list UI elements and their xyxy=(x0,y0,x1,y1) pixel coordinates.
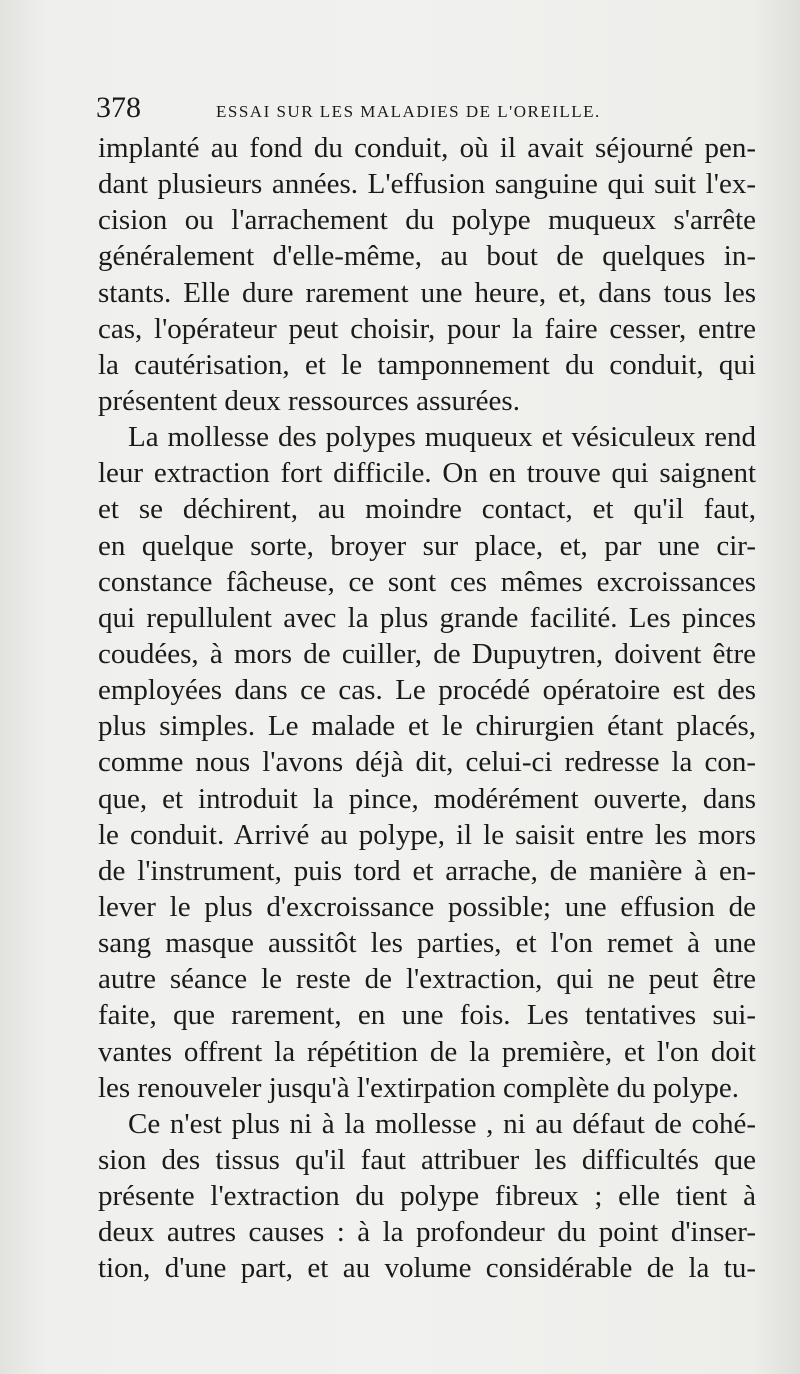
text-line: tion, d'une part, et au volume considérable de la tu- xyxy=(98,1252,756,1285)
text-line: de l'instrument, puis tord et arrache, de manière à en- xyxy=(98,854,756,887)
text-line: employées dans ce cas. Le procédé opératoire est des xyxy=(98,674,756,707)
text-line: qui repullulent avec la plus grande facilité. Les pinces xyxy=(98,601,756,634)
text-line: cision ou l'arrachement du polype muqueux s'arrête xyxy=(98,204,756,237)
text-line: sion des tissus qu'il faut attribuer les difficultés que xyxy=(98,1143,756,1176)
text-line: faite, que rarement, en une fois. Les tentatives sui- xyxy=(98,999,756,1032)
text-line: en quelque sorte, broyer sur place, et, par une cir- xyxy=(98,529,756,562)
body-text xyxy=(98,130,756,1287)
text-line: présente l'extraction du polype fibreux ; elle tient à xyxy=(98,1180,756,1213)
text-line: cas, l'opérateur peut choisir, pour la faire cesser, entre xyxy=(98,312,756,345)
text-line: que, et introduit la pince, modérément ouverte, dans xyxy=(98,782,756,815)
page-number: 378 xyxy=(96,91,141,124)
text-line: dant plusieurs années. L'effusion sanguine qui suit l'ex- xyxy=(98,168,756,201)
text-line: constance fâcheuse, ce sont ces mêmes excroissances xyxy=(98,565,756,598)
text-line: la cautérisation, et le tamponnement du conduit, qui xyxy=(98,348,756,381)
text-line: présentent deux ressources assurées. xyxy=(98,384,520,417)
text-line: leur extraction fort difficile. On en trouve qui saignent xyxy=(98,457,756,490)
text-line: plus simples. Le malade et le chirurgien étant placés, xyxy=(98,710,756,743)
text-line: le conduit. Arrivé au polype, il le saisit entre les mors xyxy=(98,818,756,851)
page-header xyxy=(96,88,756,128)
text-line: sang masque aussitôt les parties, et l'on remet à une xyxy=(98,927,756,960)
text-line: vantes offrent la répétition de la première, et l'on doit xyxy=(98,1035,756,1068)
text-line: les renouveler jusqu'à l'extirpation complète du polype. xyxy=(98,1071,740,1104)
text-line: implanté au fond du conduit, où il avait séjourné pen- xyxy=(98,132,756,164)
text-line: comme nous l'avons déjà dit, celui-ci redresse la con- xyxy=(98,746,756,779)
text-line: La mollesse des polypes muqueux et vésiculeux rend xyxy=(128,421,756,454)
text-line: stants. Elle dure rarement une heure, et, dans tous les xyxy=(98,276,756,309)
text-line: généralement d'elle-même, au bout de quelques in- xyxy=(98,240,756,273)
text-line: coudées, à mors de cuiller, de Dupuytren, doivent être xyxy=(98,637,756,670)
text-line: et se déchirent, au moindre contact, et qu'il faut, xyxy=(98,493,756,526)
text-line: lever le plus d'excroissance possible; une effusion de xyxy=(98,890,756,923)
text-line: Ce n'est plus ni à la mollesse , ni au défaut de cohé- xyxy=(128,1107,756,1140)
text-line: autre séance le reste de l'extraction, qui ne peut être xyxy=(98,963,756,996)
running-title: ESSAI SUR LES MALADIES DE L'OREILLE. xyxy=(216,102,601,121)
text-line: deux autres causes : à la profondeur du point d'inser- xyxy=(98,1216,756,1249)
